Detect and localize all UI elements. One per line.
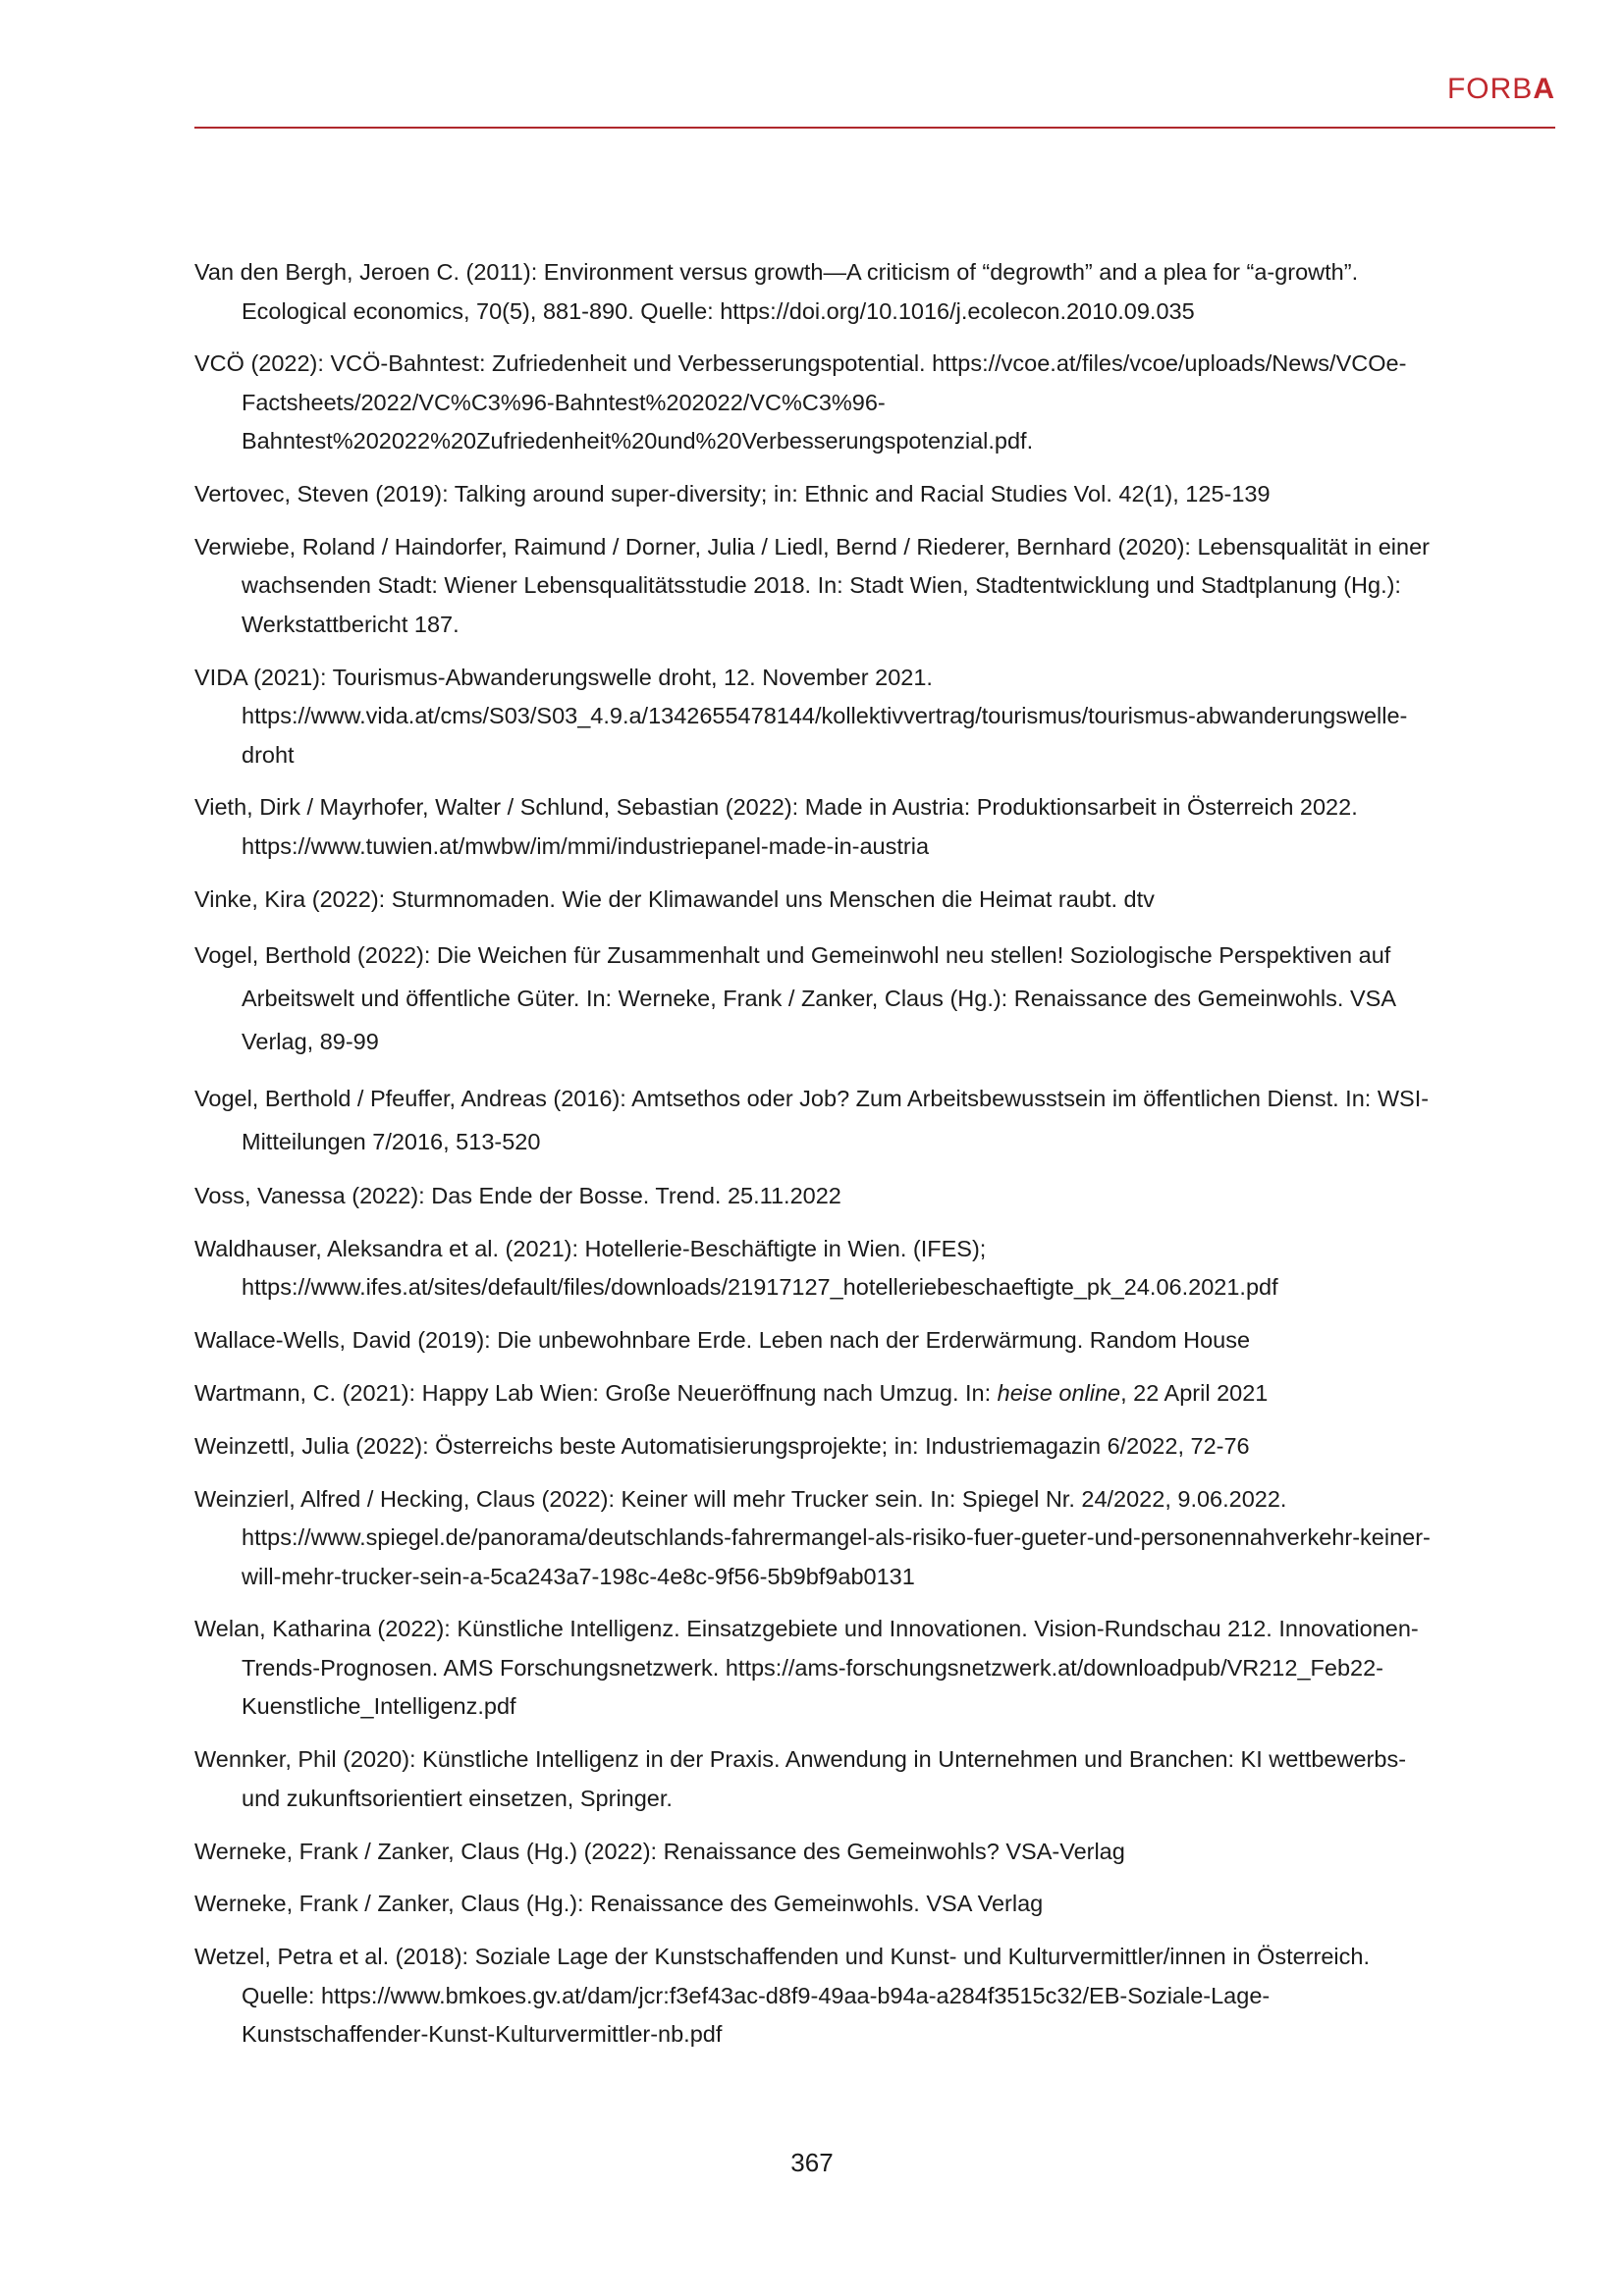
reference-list (194, 253, 1437, 2068)
reference-item: Werneke, Frank / Zanker, Claus (Hg.) (2022): Renaissance des Gemeinwohls? VSA-Verlag (194, 1838, 1125, 1864)
reference-item: Vertovec, Steven (2019): Talking around super-diversity; in: Ethnic and Racial Studies Vol. 42(1), 125-139 (194, 481, 1271, 507)
reference-item: Wennker, Phil (2020): Künstliche Intelligenz in der Praxis. Anwendung in Unternehmen und Branchen: KI wettbewerbs- und zukunftsorientiert einsetzen, Springer. (194, 1746, 1407, 1811)
reference-item: Vinke, Kira (2022): Sturmnomaden. Wie der Klimawandel uns Menschen die Heimat raubt. dtv (194, 885, 1155, 912)
reference-item: Van den Bergh, Jeroen C. (2011): Environment versus growth—A criticism of “degrowth” and a plea for “a-growth”. Ecological economics, 70(5), 881-890. Quelle: https://doi.org/10.1016/j.ecolecon.2010.09.035 (194, 259, 1359, 324)
reference-item: Weinzierl, Alfred / Hecking, Claus (2022): Keiner will mehr Trucker sein. In: Spiegel Nr. 24/2022, 9.06.2022. https://www.spiegel.de/panorama/deutschlands-fahrermangel-als-risiko-fuer-gueter-und-personennahverkehr-keiner-will-mehr-trucker-sein-a-5ca243a7-198c-4e8c-9f56-5b9bf9ab0131 (194, 1485, 1431, 1589)
reference-item: Werneke, Frank / Zanker, Claus (Hg.): Renaissance des Gemeinwohls. VSA Verlag (194, 1891, 1044, 1917)
reference-item: Vogel, Berthold / Pfeuffer, Andreas (2016): Amtsethos oder Job? Zum Arbeitsbewusstsein im öffentlichen Dienst. In: WSI-Mitteilungen 7/2016, 513-520 (194, 1085, 1430, 1154)
reference-item: Weinzettl, Julia (2022): Österreichs beste Automatisierungsprojekte; in: Industriemagazin 6/2022, 72-76 (194, 1432, 1250, 1459)
forba-logo (1447, 73, 1555, 106)
logo-text-bold: A (1533, 73, 1555, 105)
page-number: 367 (790, 2148, 834, 2177)
reference-italic-source: heise online (997, 1380, 1121, 1407)
logo-text-regular: FORB (1446, 73, 1534, 105)
reference-item (194, 1374, 1437, 1414)
header-rule (194, 127, 1555, 129)
reference-item: Vieth, Dirk / Mayrhofer, Walter / Schlund, Sebastian (2022): Made in Austria: Produktionsarbeit in Österreich 2022. https://www.tuwien.at/mwbw/im/mmi/industriepanel-made-in-austria (194, 794, 1358, 859)
reference-item: Verwiebe, Roland / Haindorfer, Raimund / Dorner, Julia / Liedl, Bernd / Riederer, Bernhard (2020): Lebensqualität in einer wachsenden Stadt: Wiener Lebensqualitätsstudie 2018. In: Stadt Wien, Stadtentwicklung und Stadtplanung (Hg.): Werkstattbericht 187. (194, 533, 1430, 637)
reference-text: , 22 April 2021 (1120, 1380, 1269, 1407)
reference-item: VIDA (2021): Tourismus-Abwanderungswelle droht, 12. November 2021. https://www.vida.at/cms/S03/S03_4.9.a/1342655478144/kollektivvertrag/tourismus/tourismus-abwanderungswelle-droht (194, 664, 1408, 768)
reference-item: Wallace-Wells, David (2019): Die unbewohnbare Erde. Leben nach der Erderwärmung. Random House (194, 1327, 1251, 1354)
reference-text: Wartmann, C. (2021): Happy Lab Wien: Große Neueröffnung nach Umzug. In: (194, 1380, 998, 1407)
reference-item: VCÖ (2022): VCÖ-Bahntest: Zufriedenheit und Verbesserungspotential. https://vcoe.at/files/vcoe/uploads/News/VCOe-Factsheets/2022/VC%C3%96-Bahntest%202022/VC%C3%96-Bahntest%202022%20Zufriedenheit%20und%20Verbesserungspotenzial.pdf. (194, 350, 1407, 454)
reference-item: Waldhauser, Aleksandra et al. (2021): Hotellerie-Beschäftigte in Wien. (IFES); https://www.ifes.at/sites/default/files/downloads/21917127_hotelleriebeschaeftigte_pk_24.06.2021.pdf (194, 1235, 1278, 1301)
reference-item: Wetzel, Petra et al. (2018): Soziale Lage der Kunstschaffenden und Kunst- und Kulturvermittler/innen in Österreich. Quelle: https://www.bmkoes.gv.at/dam/jcr:f3ef43ac-d8f9-49aa-b94a-a284f3515c32/EB-Soziale-Lage-Kunstschaffender-Kunst-Kulturvermittler-nb.pdf (194, 1944, 1370, 2048)
reference-item: Welan, Katharina (2022): Künstliche Intelligenz. Einsatzgebiete und Innovationen. Vision-Rundschau 212. Innovationen-Trends-Prognosen. AMS Forschungsnetzwerk. https://ams-forschungsnetzwerk.at/downloadpub/VR212_Feb22-Kuenstliche_Intelligenz.pdf (194, 1616, 1419, 1720)
reference-item: Voss, Vanessa (2022): Das Ende der Bosse. Trend. 25.11.2022 (194, 1183, 841, 1209)
reference-item: Vogel, Berthold (2022): Die Weichen für Zusammenhalt und Gemeinwohl neu stellen! Soziologische Perspektiven auf Arbeitswelt und öffentliche Güter. In: Werneke, Frank / Zanker, Claus (Hg.): Renaissance des Gemeinwohls. VSA Verlag, 89-99 (194, 941, 1395, 1054)
